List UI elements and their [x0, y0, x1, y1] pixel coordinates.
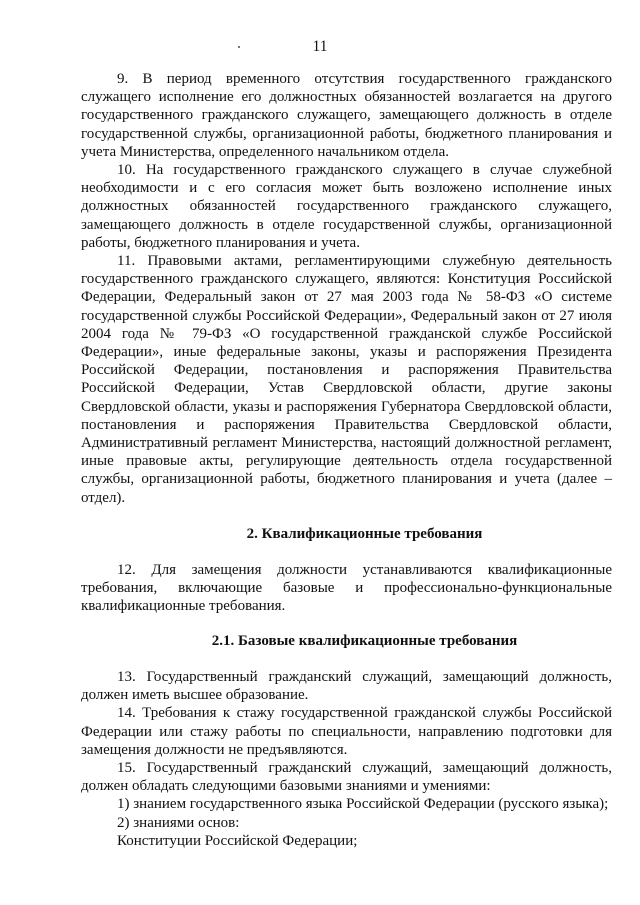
- section-heading-2: 2. Квалификационные требования: [246, 525, 483, 542]
- paragraph-9: 9. В период временного отсутствия государственного гражданского служащего исполнение его должностных обязанностей возлагается на другого государственного гражданского служащего, замещающего должность в отделе государственной службы, организационной работы, бюджетного планирования и учета Министерства, определенного начальником отдела.: [81, 71, 612, 160]
- list-item-15-3: Конституции Российской Федерации;: [117, 832, 358, 849]
- list-item-15-1: 1) знанием государственного языка Российской Федерации (русского языка);: [117, 796, 609, 813]
- paragraph-12: 12. Для замещения должности устанавливаются квалификационные требования, включающие базовые и профессионально-функциональные квалификационные требования.: [81, 562, 612, 615]
- paragraph-13: 13. Государственный гражданский служащий, замещающий должность, должен иметь высшее образование.: [81, 668, 612, 704]
- document-body: [81, 70, 612, 850]
- section-heading-2-1: 2.1. Базовые квалификационные требования: [211, 632, 518, 649]
- paragraph-14: 14. Требования к стажу государственной гражданской службы Российской Федерации или стажу работы по специальности, направлению подготовки для замещения должности не предъявляются.: [81, 705, 612, 758]
- paragraph-11: 11. Правовыми актами, регламентирующими служебную деятельность государственного гражданского служащего, являются: Конституция Российской Федерации, Федеральный закон от 27 мая 2003 года № 58-ФЗ «О системе государственной службы Российской Федерации», Федеральный закон от 27 июля 2004 года № 79-ФЗ «О государственной гражданской службе Российской Федерации», иные федеральные законы, указы и распоряжения Президента Российской Федерации, постановления и распоряжения Правительства Российской Федерации, Устав Свердловской области, другие законы Свердловской области, указы и распоряжения Губернатора Свердловской области, постановления и распоряжения Правительства Свердловской области, Административный регламент Министерства, настоящий должностной регламент, иные правовые акты, регулирующие деятельность отдела государственной службы, организационной работы, бюджетного планирования и учета (далее – отдел).: [81, 253, 612, 506]
- page-number: 11: [312, 38, 328, 55]
- paragraph-10: 10. На государственного гражданского служащего в случае служебной необходимости и с его согласия может быть возложено исполнение иных должностных обязанностей государственного гражданского служащего, замещающего должность в отделе государственной службы, организационной работы, бюджетного планирования и учета.: [81, 162, 612, 251]
- paragraph-15: 15. Государственный гражданский служащий, замещающий должность, должен обладать следующими базовыми знаниями и умениями:: [81, 759, 612, 795]
- list-item-15-2: 2) знаниями основ:: [117, 814, 240, 831]
- scan-mark: [238, 46, 240, 48]
